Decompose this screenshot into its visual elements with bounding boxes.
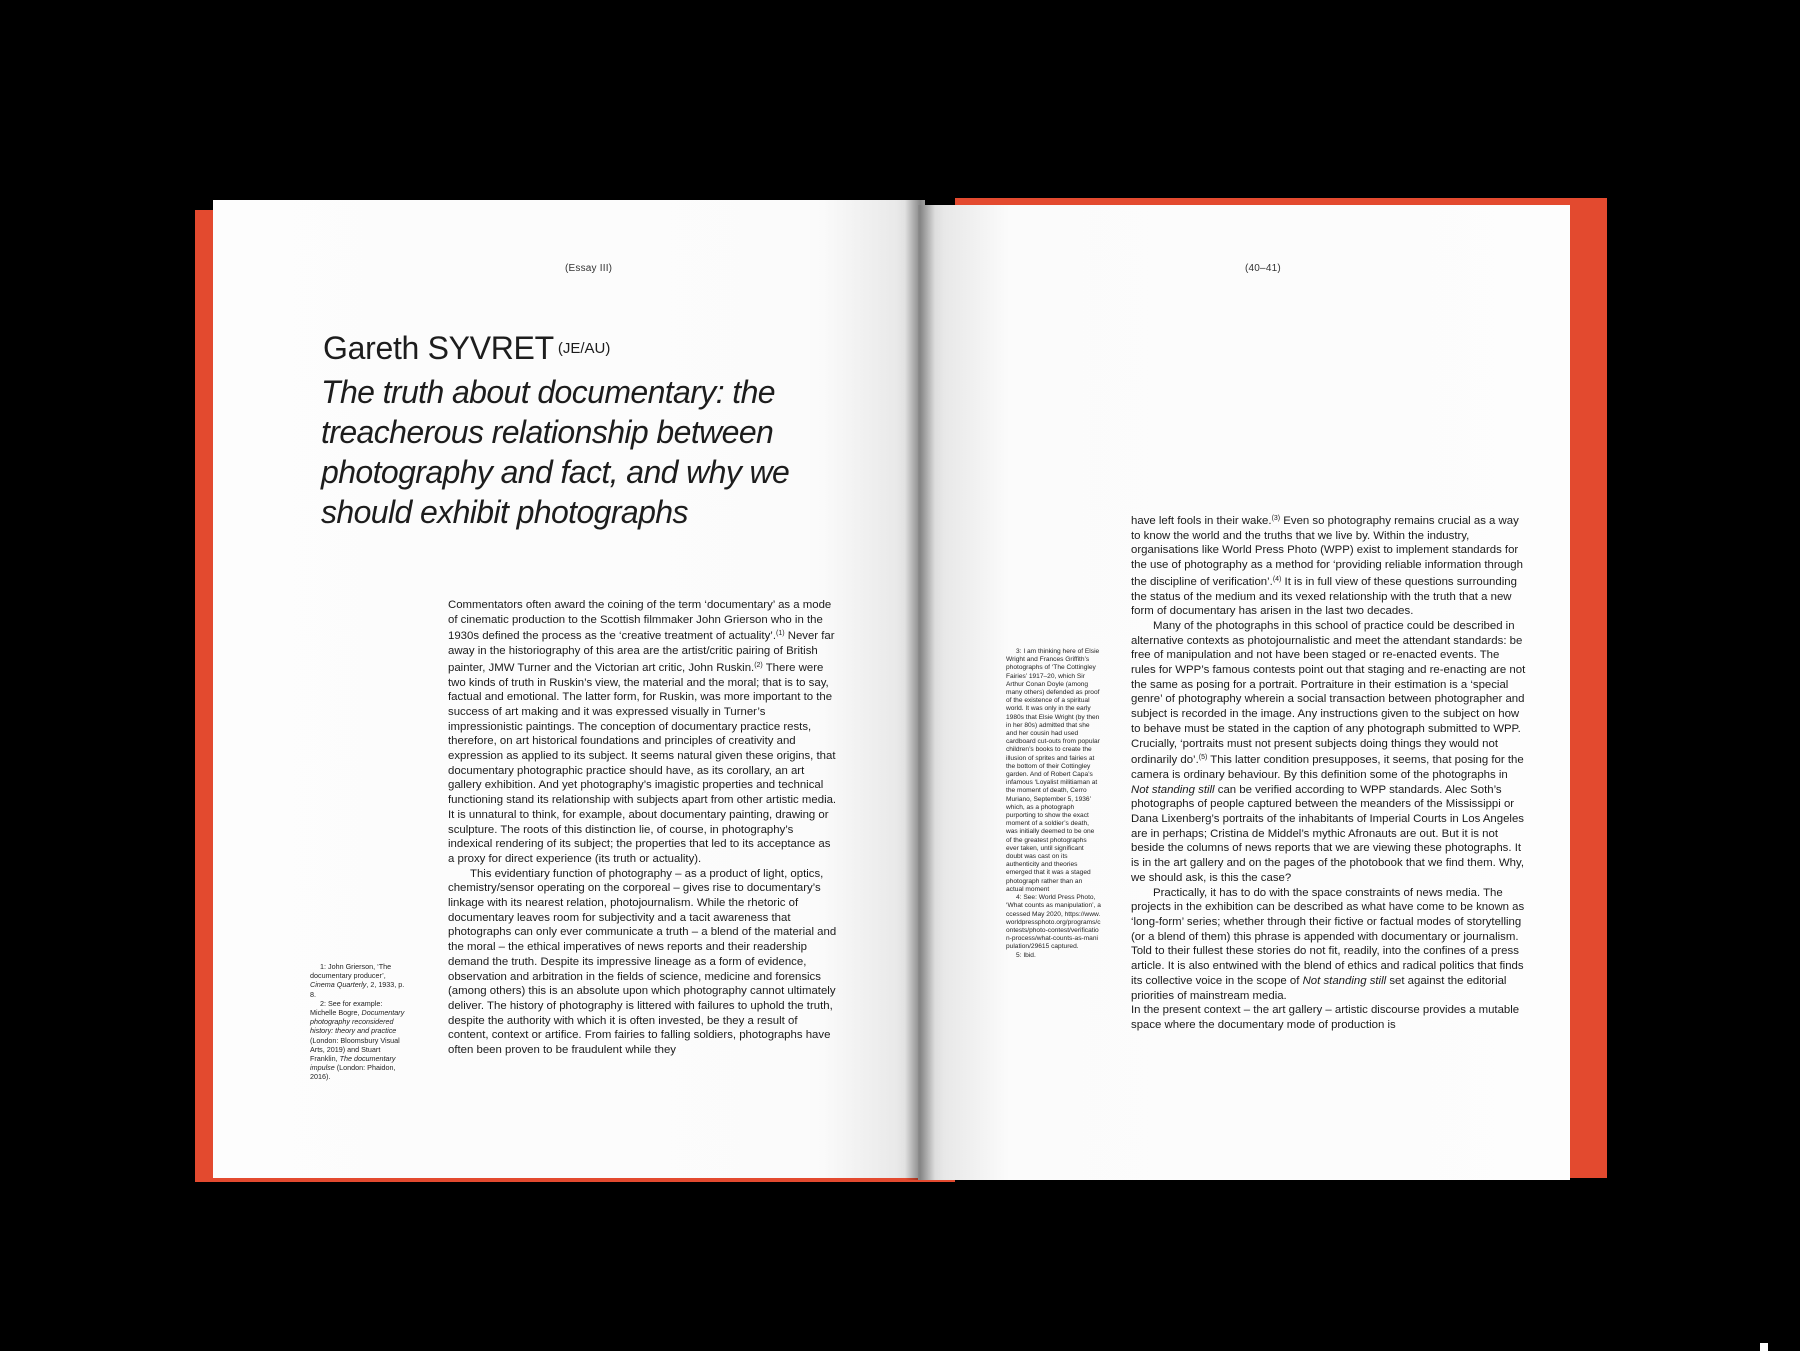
- text-run: The documentary impulse: [310, 1054, 396, 1073]
- paragraph: [448, 598, 838, 867]
- footnote-ref: (5): [1198, 754, 1208, 762]
- footnote-1: [310, 962, 405, 999]
- left-page: [213, 200, 925, 1178]
- text-run: Even so photography remains crucial as a way to know the world and the truths that we live by. Within the industry, organisations like World Press Photo (WPP) exist to implement standards for the use of photography as a method for ‘providing reliable information through the discipline of verification’.: [1131, 515, 1523, 588]
- paragraph: [1131, 512, 1526, 619]
- text-run: Practically, it has to do with the space constraints of news media. The projects in the exhibition can be described as what have come to be known as ‘long-form’ series; whether through their fictive or factual modes of storytelling (or a blend of them) this phrase is appended with documentary or journalism. Told to their fullest these stories do not fit, readily, into the confines of a press article. It is also entwined with the blend of ethics and radical politics that finds its collective voice in the scope of: [1131, 886, 1525, 987]
- book-spine-shadow: [905, 200, 935, 1180]
- paragraph: [1131, 619, 1526, 886]
- text-run: 1: John Grierson, ‘The documentary producer’,: [310, 962, 392, 981]
- corner-mark: [1760, 1343, 1768, 1351]
- footnote-2: [310, 999, 405, 1082]
- essay-title: The truth about documentary: the treacherous relationship between photography and fact, and why we should exhibit photographs: [321, 374, 790, 530]
- footnote-ref: (3): [1271, 515, 1281, 522]
- footnote-3: 3: I am thinking here of Elsie Wright and Frances Griffith’s photographs of ‘The Cottingley Fairies’ 1917–20, which Sir Arthur Conan Doyle (among many others) defended as proof of the existence of a spiritual world. It was only in the early 1980s that Elsie Wright (by then in her 80s) admitted that she and her cousin had used cardboard cut-outs from popular children’s books to create the illusion of sprites and fairies at the bottom of their Cottingley garden. And of Robert Capa’s infamous ‘Loyalist militiaman at the moment of death, Cerro Muriano, September 5, 1936’ which, as a photograph purporting to show the exact moment of a soldier’s death, was initially deemed to be one of the greatest photographs ever taken, until significant doubt was cast on its authenticity and theories emerged that it was a staged photograph rather than an actual moment: [1006, 648, 1100, 893]
- author-heading: [323, 330, 610, 367]
- author-location: (JE/AU): [557, 340, 611, 357]
- text-run: , 2, 1933, p. 8.: [310, 980, 405, 999]
- text-run: (London: Phaidon, 2016).: [310, 1063, 396, 1082]
- left-body-text: [448, 598, 838, 1058]
- author-name: Gareth SYVRET: [323, 330, 554, 366]
- text-run: Cinema Quarterly: [310, 980, 367, 990]
- text-run: Not standing still: [1302, 974, 1387, 987]
- text-run: can be verified according to WPP standards. Alec Soth’s photographs of people captured between the meanders of the Mississippi or Dana Lixenberg’s portraits of the inhabitants of Imperial Courts in Los Angeles are in perhaps; Cristina de Middel’s mythic Afronauts are out. But it is not beside the columns of news reports that we are viewing these photographs. It is in the art gallery and on the pages of the photobook that we find them. Why, we should ask, is this the case?: [1131, 783, 1525, 884]
- paragraph: [1131, 886, 1526, 1004]
- running-head-left: (Essay III): [565, 263, 613, 274]
- text-run: 2: See for example: Michelle Bogre,: [310, 998, 383, 1018]
- footnote-4: 4: See: World Press Photo, ‘What counts as manipulation’, accessed May 2020, https://www.worldpressphoto.org/programs/contests/photo-contest/verification-process/what-counts-as-manipulation/29615 captured.: [1006, 894, 1101, 951]
- paragraph: This evidentiary function of photography – as a product of light, optics, chemistry/sensor operating on the corporeal – gives rise to documentary’s linkage with its nearest relation, photojournalism. While the rhetoric of documentary leaves room for subjectivity and a tacit awareness that photographs can only ever communicate a truth – a blend of the material and the moral – the ethical imperatives of news reports and their readership demand the truth. Despite its impressive lineage as a form of evidence, observation and arbitration in the fields of science, medicine and forensics (among others) this is an absolute upon which photography cannot ultimately deliver. The history of photography is littered with failures to uphold the truth, despite the authority with which it is often invested, be they a result of content, context or artifice. From fairies to falling soldiers, photographs have often been proven to be fraudulent while they: [448, 867, 837, 1057]
- text-run: Never far away in the historiography of this area are the artist/critic pairing of British painter, JMW Turner and the Victorian art critic, John Ruskin.: [448, 630, 835, 674]
- right-page: [918, 205, 1570, 1180]
- text-run: There were two kinds of truth in Ruskin’s view, the material and the moral; that is to say, factual and emotional. The latter form, for Ruskin, was more important to the success of art making and it was expressed visually in Turner’s impressionistic paintings. The conception of documentary practice rests, therefore, on art historical foundations and principles of creativity and expression as applied to its subject. It seems natural given these origins, that documentary photographic practice should have, as its corollary, an art gallery exhibition. And yet photography’s imagistic properties and technical functioning stand its relationship with subjects apart from other artistic media. It is unnatural to think, for example, about documentary painting, drawing or sculpture. The roots of this distinction lie, of course, in photography’s indexical rendering of its subject; the properties that led to its acceptance as a proxy for direct experience (its truth or actuality).: [448, 661, 837, 865]
- text-run: Documentary photography reconsidered history: theory and practice: [310, 1008, 405, 1036]
- text-run: Many of the photographs in this school of practice could be described in alternative contexts as photojournalistic and meet the attendant standards: be free of manipulation and not have been staged or re-enacted events. The rules for WPP’s famous contests point out that staging and re-enacting are not the same as posing for a portrait. Portraiture in their estimation is a ‘special genre’ of photography wherein a social transaction between photographer and subject is recorded in the image. Any instructions given to the subject on how to behave must be stated in the caption of any photograph submitted to WPP. Crucially, ‘portraits must not present subjects doing things they would not ordinarily do’.: [1131, 619, 1526, 767]
- running-head-right: (40–41): [1245, 263, 1281, 274]
- text-run: (London: Bloomsbury Visual Arts, 2019) and Stuart Franklin,: [310, 1035, 400, 1064]
- footnote-ref: (1): [775, 630, 785, 638]
- right-body-text: [1131, 512, 1526, 1033]
- footnote-ref: (4): [1272, 575, 1282, 583]
- text-run: Not standing still: [1131, 783, 1215, 796]
- footnote-ref: (2): [754, 661, 763, 669]
- text-run: have left fools in their wake.: [1131, 515, 1272, 527]
- text-run: set against the editorial priorities of mainstream media.: [1131, 974, 1507, 1002]
- right-footnotes: [1006, 648, 1101, 960]
- footnote-5: 5: Ibid.: [1016, 951, 1036, 959]
- text-run: This latter condition presupposes, it seems, that posing for the camera is ordinary behaviour. By this definition some of the photographs in: [1131, 754, 1524, 781]
- left-footnotes: [310, 962, 405, 1082]
- paragraph: In the present context – the art gallery – artistic discourse provides a mutable space where the documentary mode of production is: [1131, 1004, 1520, 1031]
- text-run: It is in full view of these questions surrounding the status of the medium and its vexed relationship with the truth that a new form of documentary has arisen in the last two decades.: [1131, 575, 1517, 618]
- text-run: Commentators often award the coining of the term ‘documentary’ as a mode of cinematic production to the Scottish filmmaker John Grierson who in the 1930s defined the process as the ‘creative treatment of actuality’.: [448, 599, 832, 643]
